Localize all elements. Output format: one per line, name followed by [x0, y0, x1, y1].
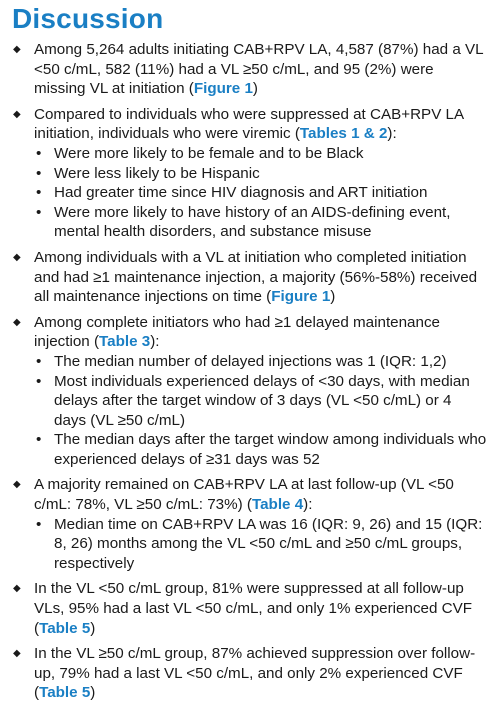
- dot-bullet-icon: •: [36, 164, 42, 182]
- bullet-text: Compared to individuals who were suppressed at CAB+RPV LA initiation, individuals who were viremic (: [34, 105, 464, 143]
- sub-bullet-item: • The median number of delayed injections was 1 (IQR: 1,2): [36, 352, 447, 370]
- sub-bullet-item: • Had greater time since HIV diagnosis and ART initiation: [36, 184, 428, 202]
- table-reference: Table 5: [39, 684, 91, 702]
- section-title: Discussion: [12, 3, 164, 34]
- dot-bullet-icon: •: [36, 352, 42, 370]
- bullet-item: ◆ Among 5,264 adults initiating CAB+RPV LA, 4,587 (87%) had a VL <50 c/mL, 582 (11%) had a VL ≥50 c/mL, and 95 (2%) were missing VL at initiation (Figure 1): [13, 41, 484, 98]
- dot-bullet-icon: •: [36, 144, 42, 162]
- diamond-bullet-icon: ◆: [13, 108, 21, 120]
- sub-bullet-list: [34, 515, 487, 574]
- bullet-item: ◆ In the VL ≥50 c/mL group, 87% achieved suppression over follow-up, 79% had a last VL <50 c/mL, and only 2% experienced CVF (Table 5): [13, 645, 476, 702]
- table-reference: Table 5: [39, 619, 91, 637]
- diamond-bullet-icon: ◆: [13, 479, 21, 491]
- bullet-item: ◆ Among individuals with a VL at initiation who completed initiation and had ≥1 maintenance injection, a majority (56%-58%) received all maintenance injections on time (Figure 1): [13, 248, 478, 306]
- figure-reference: Figure 1: [271, 288, 331, 306]
- bullet-item: ◆ Compared to individuals who were suppressed at CAB+RPV LA initiation, individuals who were viremic (Tables 1 & 2): • Were more likely to be female and to be Black • Were less likely to be Hispanic • Had greater time since HIV diagnosis and ART initiation • Were more likely to have history of an AIDS-defining event, mental health disorders, and substance misuse: [12, 105, 487, 242]
- table-reference: Tables 1 & 2: [299, 125, 388, 143]
- bullet-list: [12, 40, 487, 703]
- figure-reference: Figure 1: [193, 80, 253, 98]
- dot-bullet-icon: •: [36, 203, 42, 221]
- bullet-text: In the VL ≥50 c/mL group, 87% achieved suppression over follow-up, 79% had a last VL <50 c/mL, and only 2% experienced CVF (: [34, 645, 476, 702]
- bullet-text: Among complete initiators who had ≥1 delayed maintenance injection (: [34, 313, 440, 351]
- dot-bullet-icon: •: [36, 184, 42, 202]
- table-reference: Table 4: [251, 496, 304, 514]
- diamond-bullet-icon: ◆: [13, 251, 21, 263]
- diamond-bullet-icon: ◆: [13, 583, 21, 595]
- dot-bullet-icon: •: [36, 431, 42, 449]
- table-reference: Table 3: [99, 333, 151, 351]
- sub-bullet-item: • Were less likely to be Hispanic: [36, 164, 260, 182]
- bullet-item: ◆ In the VL <50 c/mL group, 81% were suppressed at all follow-up VLs, 95% had a last VL <50 c/mL, and only 1% experienced CVF (Table 5): [13, 580, 473, 637]
- sub-bullet-list: [34, 352, 487, 470]
- sub-bullet-item: • Most individuals experienced delays of <30 days, with median delays after the target window of 3 days (VL <50 c/mL) or 4 days (VL ≥50 c/mL): [36, 372, 470, 429]
- sub-bullet-item: • Median time on CAB+RPV LA was 16 (IQR: 9, 26) and 15 (IQR: 8, 26) months among the VL <50 c/mL and ≥50 c/mL groups, respectively: [36, 515, 483, 572]
- sub-bullet-item: • Were more likely to have history of an AIDS-defining event, mental health disorders, and substance misuse: [36, 203, 451, 241]
- bullet-text: A majority remained on CAB+RPV LA at last follow-up (VL <50 c/mL: 78%, VL ≥50 c/mL: 73%) (: [34, 476, 454, 514]
- bullet-item: ◆ Among complete initiators who had ≥1 delayed maintenance injection (Table 3): • The median number of delayed injections was 1 (IQR: 1,2) • Most individuals experienced delays of <30 days, with median delays after the target window of 3 days (VL <50 c/mL) or 4 days (VL ≥50 c/mL) • The median days after the target window among individuals who experienced delays of ≥31 days was 52: [13, 313, 487, 468]
- sub-bullet-list: [34, 144, 487, 242]
- diamond-bullet-icon: ◆: [13, 648, 21, 660]
- dot-bullet-icon: •: [36, 372, 42, 390]
- bullet-text: In the VL <50 c/mL group, 81% were suppressed at all follow-up VLs, 95% had a last VL <50 c/mL, and only 1% experienced CVF (: [34, 580, 473, 637]
- diamond-bullet-icon: ◆: [13, 316, 21, 328]
- sub-bullet-item: • The median days after the target window among individuals who experienced delays of ≥31 days was 52: [36, 431, 487, 468]
- bullet-item: ◆ A majority remained on CAB+RPV LA at last follow-up (VL <50 c/mL: 78%, VL ≥50 c/mL: 73%) (Table 4): • Median time on CAB+RPV LA was 16 (IQR: 9, 26) and 15 (IQR: 8, 26) months among the VL <50 c/mL and ≥50 c/mL groups, respectively: [12, 475, 487, 573]
- diamond-bullet-icon: ◆: [13, 44, 21, 55]
- bullet-text: Among individuals with a VL at initiation who completed initiation and had ≥1 maintenance injection, a majority (56%-58%) received all maintenance injections on time (: [34, 248, 478, 306]
- sub-bullet-item: • Were more likely to be female and to be Black: [36, 144, 364, 162]
- dot-bullet-icon: •: [36, 515, 42, 533]
- bullet-text: Among 5,264 adults initiating CAB+RPV LA, 4,587 (87%) had a VL <50 c/mL, 582 (11%) had a VL ≥50 c/mL, and 95 (2%) were missing VL at initiation (: [34, 41, 484, 98]
